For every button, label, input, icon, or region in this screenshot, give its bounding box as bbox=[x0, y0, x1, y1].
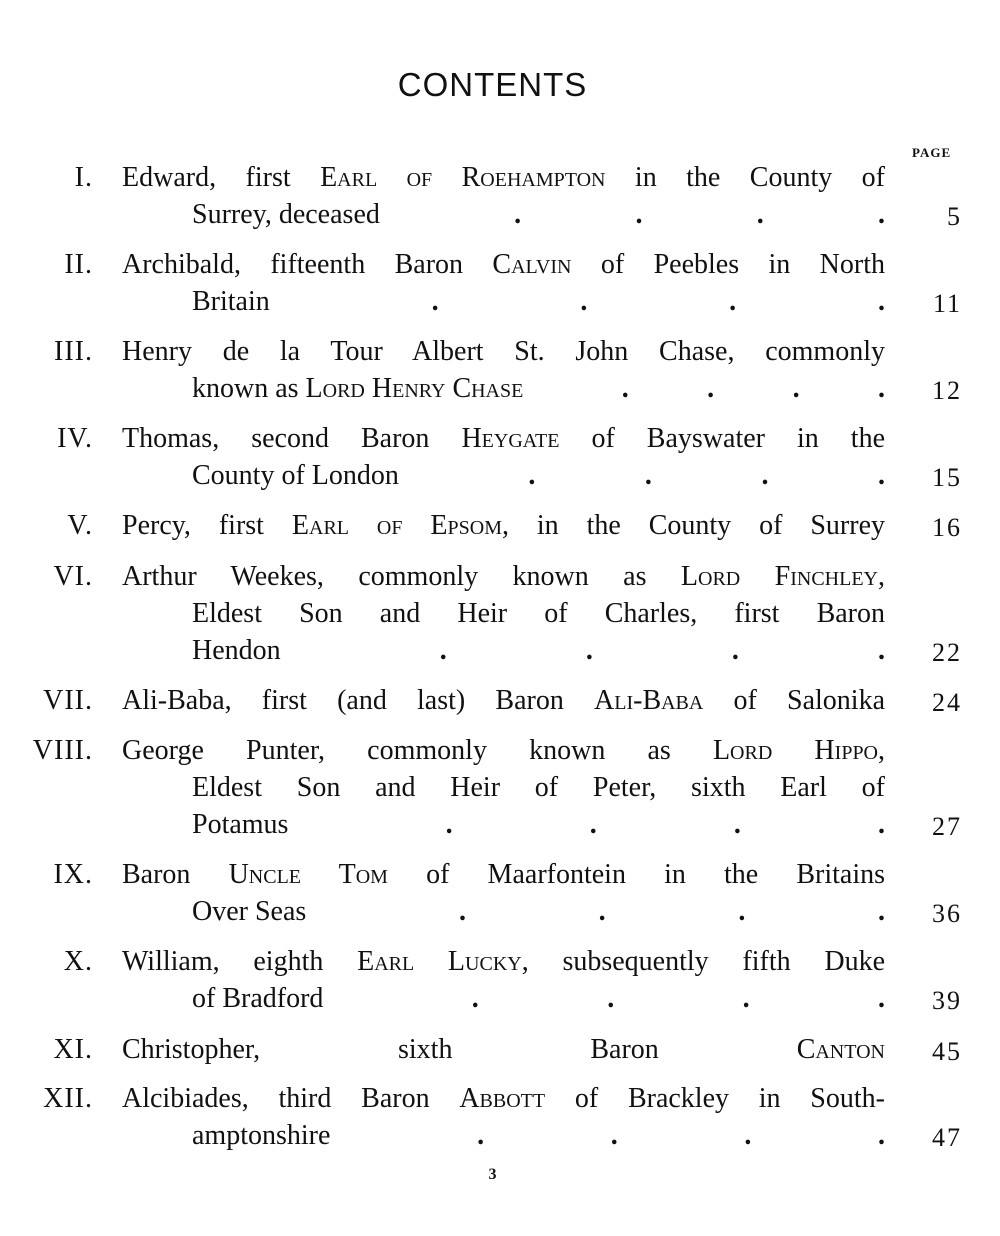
title-name: Canton bbox=[796, 1034, 885, 1065]
entry-text bbox=[192, 283, 270, 320]
chapter-numeral: VIII. bbox=[32, 735, 93, 766]
text-segment: of Bayswater in the bbox=[559, 423, 885, 454]
entry-line bbox=[192, 632, 885, 669]
title-name: Lord Hippo bbox=[712, 735, 879, 766]
entry-text bbox=[192, 370, 523, 407]
text-segment: George Punter, commonly known as bbox=[122, 735, 713, 766]
chapter-numeral: X. bbox=[63, 946, 93, 977]
entry-text bbox=[192, 598, 885, 629]
text-segment: Surrey, deceased bbox=[192, 199, 380, 230]
entry-text bbox=[122, 735, 885, 766]
page-ref: 22 bbox=[932, 638, 962, 667]
text-segment: Ali-Baba, first (and last) Baron bbox=[122, 685, 595, 716]
dot-leaders: . . . . bbox=[528, 460, 885, 491]
text-segment: Potamus bbox=[192, 809, 289, 840]
text-segment: of Maarfontein in the Britains bbox=[387, 859, 885, 890]
entry-line bbox=[122, 507, 885, 544]
page-ref: 27 bbox=[932, 812, 962, 841]
text-segment: of Bradford bbox=[192, 983, 324, 1014]
title-name: Earl of Roehampton bbox=[320, 162, 606, 193]
text-segment: William, eighth bbox=[122, 946, 358, 977]
entry-text bbox=[192, 632, 281, 669]
text-segment: Christopher, sixth Baron bbox=[122, 1034, 797, 1065]
page-ref: 12 bbox=[932, 376, 962, 405]
text-segment: Baron bbox=[122, 859, 229, 890]
entry-text bbox=[122, 685, 885, 716]
entry-text bbox=[192, 196, 380, 233]
entry-text bbox=[122, 946, 885, 977]
entry-line bbox=[192, 196, 885, 233]
page-ref: 39 bbox=[932, 986, 962, 1015]
entry-line bbox=[122, 1031, 885, 1068]
entry-text bbox=[122, 859, 885, 890]
entry-line bbox=[122, 1080, 885, 1117]
text-segment: Archibald, fifteenth Baron bbox=[122, 249, 493, 280]
entry-line bbox=[122, 732, 885, 769]
page-ref: 47 bbox=[932, 1123, 962, 1152]
text-segment: , in the County of Surrey bbox=[501, 510, 885, 541]
text-segment: Eldest Son and Heir of Peter, sixth Earl of bbox=[192, 772, 885, 803]
entry-line bbox=[122, 420, 885, 457]
entry-line bbox=[192, 893, 885, 930]
text-segment: Henry de la Tour Albert St. John Chase, commonly bbox=[122, 336, 885, 367]
text-segment: Arthur Weekes, commonly known as bbox=[122, 561, 681, 592]
entry-text bbox=[192, 457, 399, 494]
text-segment: of Peebles in North bbox=[571, 249, 885, 280]
entry-line bbox=[122, 682, 885, 719]
entry-text bbox=[122, 1083, 885, 1114]
entry-line bbox=[192, 595, 885, 632]
entry-text bbox=[192, 893, 306, 930]
title-name: Ali-Baba bbox=[594, 685, 704, 716]
page-ref: 5 bbox=[947, 202, 962, 231]
entry-text bbox=[192, 980, 323, 1017]
title-name: Lord Finchley bbox=[680, 561, 878, 592]
dot-leaders: . . . . bbox=[477, 1120, 885, 1151]
chapter-numeral: XII. bbox=[43, 1083, 93, 1114]
chapter-numeral: XI. bbox=[53, 1034, 93, 1065]
title-name: Lord Henry Chase bbox=[305, 373, 524, 404]
entry-text bbox=[122, 423, 885, 454]
entry-line bbox=[192, 806, 885, 843]
entry-text bbox=[192, 772, 885, 803]
dot-leaders: . . . . bbox=[458, 896, 885, 927]
title-name: Uncle Tom bbox=[228, 859, 388, 890]
dot-leaders: . . . . bbox=[431, 286, 885, 317]
text-segment: Thomas, second Baron bbox=[122, 423, 462, 454]
entry-line bbox=[192, 1117, 885, 1154]
title-name: Earl Lucky bbox=[357, 946, 522, 977]
title-name: Heygate bbox=[461, 423, 560, 454]
entry-line bbox=[192, 370, 885, 407]
chapter-numeral: V. bbox=[67, 510, 93, 541]
entry-line bbox=[122, 159, 885, 196]
text-segment: of Brackley in South- bbox=[545, 1083, 885, 1114]
entry-line bbox=[122, 558, 885, 595]
entry-line bbox=[192, 457, 885, 494]
dot-leaders: . . . . bbox=[471, 983, 885, 1014]
chapter-numeral: III. bbox=[54, 336, 93, 367]
entry-text bbox=[122, 510, 885, 541]
entry-line bbox=[122, 333, 885, 370]
title-name: Abbott bbox=[459, 1083, 546, 1114]
text-segment: Percy, first bbox=[122, 510, 292, 541]
title-name: Earl of Epsom bbox=[291, 510, 502, 541]
page-ref: 45 bbox=[932, 1037, 962, 1066]
dot-leaders: . . . . bbox=[445, 809, 885, 840]
page-title: CONTENTS bbox=[397, 66, 588, 103]
entry-text bbox=[122, 162, 885, 193]
entry-text bbox=[122, 1034, 885, 1065]
text-segment: known as bbox=[192, 373, 306, 404]
dot-leaders: . . . . bbox=[439, 635, 885, 666]
entry-line bbox=[192, 769, 885, 806]
text-segment: Eldest Son and Heir of Charles, first Baron bbox=[192, 598, 885, 629]
page-number: 3 bbox=[488, 1166, 497, 1183]
text-segment: Hendon bbox=[192, 635, 281, 666]
entry-text bbox=[122, 336, 885, 367]
text-segment: Over Seas bbox=[192, 896, 307, 927]
text-segment: , bbox=[878, 561, 885, 592]
text-segment: , bbox=[878, 735, 886, 766]
page-ref: 24 bbox=[932, 688, 962, 717]
page-ref: 36 bbox=[932, 899, 962, 928]
entry-text bbox=[122, 561, 885, 592]
entry-line bbox=[122, 246, 885, 283]
text-segment: County of London bbox=[192, 460, 399, 491]
entry-line bbox=[122, 943, 885, 980]
text-segment: in the County of bbox=[605, 162, 885, 193]
text-segment: amptonshire bbox=[192, 1120, 331, 1151]
entry-text bbox=[192, 1117, 330, 1154]
page-ref: 15 bbox=[932, 463, 962, 492]
chapter-numeral: II. bbox=[64, 249, 93, 280]
chapter-numeral: VI. bbox=[53, 561, 93, 592]
chapter-numeral: I. bbox=[74, 162, 93, 193]
entry-text bbox=[122, 249, 885, 280]
text-segment: Alcibiades, third Baron bbox=[122, 1083, 460, 1114]
entry-text bbox=[192, 806, 288, 843]
dot-leaders: . . . . bbox=[514, 199, 885, 230]
text-segment: Britain bbox=[192, 286, 270, 317]
chapter-numeral: IV. bbox=[57, 423, 93, 454]
page-column-header: PAGE bbox=[912, 145, 952, 160]
dot-leaders: . . . . bbox=[621, 373, 885, 404]
title-name: Calvin bbox=[492, 249, 572, 280]
entry-line bbox=[122, 856, 885, 893]
entry-line bbox=[192, 980, 885, 1017]
entry-line bbox=[192, 283, 885, 320]
chapter-numeral: VII. bbox=[43, 685, 93, 716]
text-segment: , subsequently fifth Duke bbox=[521, 946, 885, 977]
page-ref: 11 bbox=[932, 289, 962, 318]
page-ref: 16 bbox=[932, 513, 962, 542]
text-segment: of Salonika bbox=[703, 685, 886, 716]
chapter-numeral: IX. bbox=[53, 859, 93, 890]
text-segment: Edward, first bbox=[122, 162, 321, 193]
